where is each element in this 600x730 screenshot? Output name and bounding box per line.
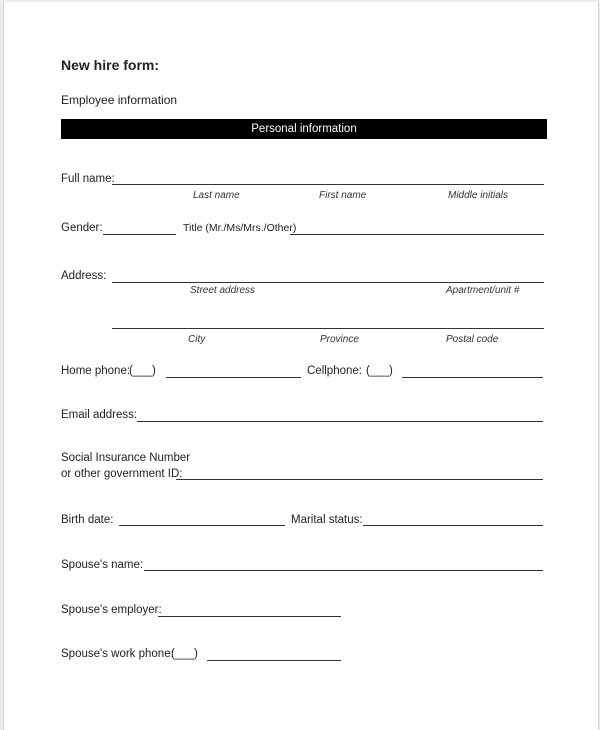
form-title: New hire form: bbox=[61, 57, 160, 73]
middle-initials-caption: Middle initials bbox=[448, 190, 509, 201]
marital-status-line[interactable] bbox=[363, 525, 543, 526]
street-address-caption: Street address bbox=[190, 285, 256, 296]
full-name-line[interactable] bbox=[112, 184, 544, 185]
gender-label: Gender: bbox=[61, 222, 103, 234]
apartment-unit-caption: Apartment/unit # bbox=[446, 285, 520, 296]
city-caption: City bbox=[188, 334, 206, 345]
email-line[interactable] bbox=[137, 421, 543, 422]
cellphone-line[interactable] bbox=[402, 377, 543, 378]
birth-date-line[interactable] bbox=[119, 525, 285, 526]
spouse-name-label: Spouse's name: bbox=[61, 559, 144, 571]
full-name-label: Full name: bbox=[61, 173, 115, 185]
address-label: Address: bbox=[61, 270, 107, 282]
cellphone-label: Cellphone: bbox=[307, 365, 362, 377]
spouse-employer-line[interactable] bbox=[158, 616, 341, 617]
gender-line[interactable] bbox=[103, 234, 176, 235]
email-label: Email address: bbox=[61, 409, 138, 421]
section-title: Employee information bbox=[61, 93, 178, 107]
home-phone-label: Home phone: bbox=[61, 365, 131, 377]
home-phone-area-code: (___) bbox=[129, 365, 156, 377]
city-province-postal-line[interactable] bbox=[112, 328, 544, 329]
spouse-name-line[interactable] bbox=[144, 570, 543, 571]
title-line[interactable] bbox=[290, 234, 544, 235]
form-page bbox=[3, 2, 599, 730]
cellphone-area-code: (___) bbox=[366, 365, 393, 377]
spouse-work-phone-line[interactable] bbox=[207, 660, 341, 661]
postal-code-caption: Postal code bbox=[446, 334, 499, 345]
spouse-work-phone-label: Spouse's work phone: bbox=[61, 648, 174, 660]
province-caption: Province bbox=[320, 334, 359, 345]
home-phone-line[interactable] bbox=[166, 377, 301, 378]
street-address-line[interactable] bbox=[112, 282, 544, 283]
sin-label-line1: Social Insurance Number bbox=[61, 452, 191, 464]
spouse-employer-label: Spouse's employer: bbox=[61, 604, 162, 616]
last-name-caption: Last name bbox=[193, 190, 240, 201]
sin-label-line2: or other government ID: bbox=[61, 468, 183, 480]
personal-information-band: Personal information bbox=[61, 119, 547, 139]
spouse-work-phone-area-code: (___) bbox=[171, 648, 198, 660]
first-name-caption: First name bbox=[319, 190, 367, 201]
government-id-line[interactable] bbox=[176, 479, 543, 480]
marital-status-label: Marital status: bbox=[291, 514, 363, 526]
title-label: Title (Mr./Ms/Mrs./Other) bbox=[183, 222, 297, 234]
birth-date-label: Birth date: bbox=[61, 514, 114, 526]
